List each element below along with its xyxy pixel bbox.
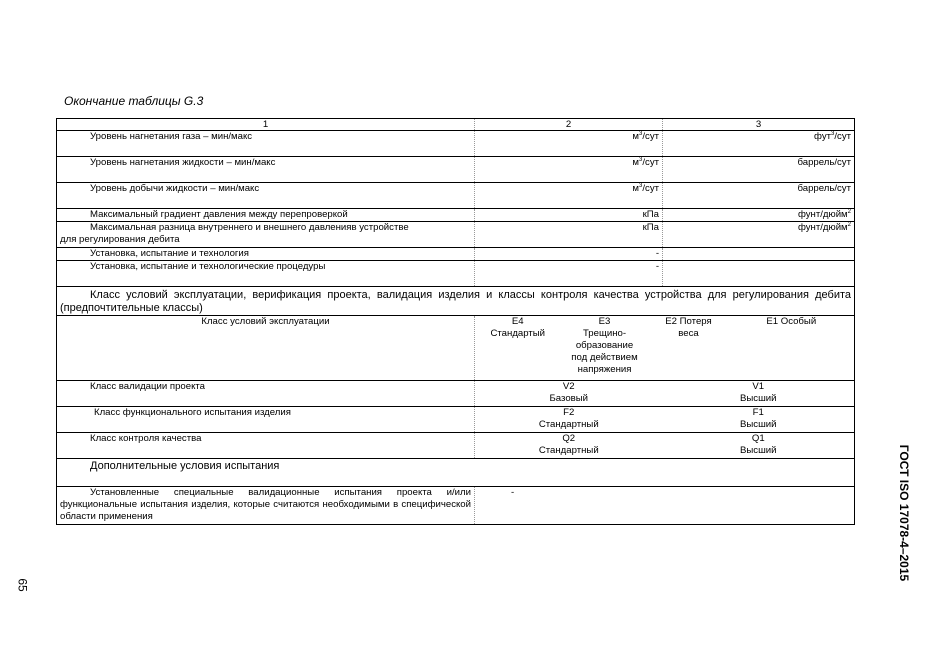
service-class-e1: E1 Особый (729, 316, 855, 381)
max-grad-label: Максимальный градиент давления между перепроверкой (57, 209, 475, 222)
header-col-2: 2 (475, 119, 663, 131)
design-validation-row (57, 381, 855, 407)
max-grad-unit-si: кПа (475, 209, 663, 222)
gas-rate-unit-si: $м^3$/сут (475, 131, 663, 157)
special-label: Установленные специальные валидационные испытания проекта и/или функциональные испытания изделия, которые считаются необходимыми в специфической области применения (57, 487, 475, 525)
table-row (57, 222, 855, 248)
max-grad-unit-us: фунт/дюйм$^2$ (663, 209, 855, 222)
max-diff-unit-si: кПа (475, 222, 663, 248)
header-col-3: 3 (663, 119, 855, 131)
section-title: Класс условий эксплуатации, верификация проекта, валидация изделия и классы контроля качества устройства для регулирования дебита (предпочтительные классы) (57, 287, 855, 316)
quality-control-q1: Q1 Высший (663, 433, 855, 459)
table-row (57, 209, 855, 222)
quality-control-row (57, 433, 855, 459)
table-row (57, 131, 855, 157)
functional-test-row (57, 407, 855, 433)
install-1-value: - (475, 248, 663, 261)
specification-table (56, 118, 855, 525)
liquid-prod-unit-si: $м^3$/сут (475, 183, 663, 209)
liquid-prod-label: Уровень добычи жидкости – мин/макс (57, 183, 475, 209)
section-row (57, 287, 855, 316)
install-2-value: - (475, 261, 663, 287)
liquid-inj-unit-si: $м^3$/сут (475, 157, 663, 183)
header-col-1: 1 (57, 119, 475, 131)
additional-label: Дополнительные условия испытания (57, 459, 855, 487)
table-row (57, 183, 855, 209)
functional-test-label: Класс функционального испытания изделия (57, 407, 475, 433)
liquid-inj-label: Уровень нагнетания жидкости – мин/макс (57, 157, 475, 183)
header-row (57, 119, 855, 131)
quality-control-label: Класс контроля качества (57, 433, 475, 459)
special-value: - (475, 487, 855, 525)
design-validation-v2: V2 Базовый (475, 381, 663, 407)
design-validation-v1: V1 Высший (663, 381, 855, 407)
service-class-row (57, 316, 855, 381)
special-row (57, 487, 855, 525)
gas-rate-unit-us: фут$^3$/сут (663, 131, 855, 157)
additional-row (57, 459, 855, 487)
service-class-e4: E4 Стандартый (475, 316, 561, 381)
service-class-e3: E3 Трещино- образование под действием напряжения (561, 316, 649, 381)
table-row (57, 261, 855, 287)
design-validation-label: Класс валидации проекта (57, 381, 475, 407)
gas-rate-label: Уровень нагнетания газа – мин/макс (57, 131, 475, 157)
install-1-label: Установка, испытание и технология (57, 248, 475, 261)
liquid-inj-unit-us: баррель/сут (663, 157, 855, 183)
service-class-e2: E2 Потеря веса (649, 316, 729, 381)
standard-code: ГОСТ ISO 17078-4–2015 (897, 444, 911, 582)
table-row (57, 157, 855, 183)
max-diff-unit-us: фунт/дюйм$^2$ (663, 222, 855, 248)
table-caption: Окончание таблицы G.3 (64, 94, 204, 108)
service-class-label: Класс условий эксплуатации (57, 316, 475, 381)
quality-control-q2: Q2 Стандартный (475, 433, 663, 459)
table-row (57, 248, 855, 261)
functional-test-f2: F2 Стандартный (475, 407, 663, 433)
install-2-label: Установка, испытание и технологические процедуры (57, 261, 475, 287)
functional-test-f1: F1 Высший (663, 407, 855, 433)
page-number: 65 (15, 578, 30, 592)
liquid-prod-unit-us: баррель/сут (663, 183, 855, 209)
max-diff-label: Максимальная разница внутреннего и внешнего давленияв устройстве для регулирования дебита (57, 222, 475, 248)
